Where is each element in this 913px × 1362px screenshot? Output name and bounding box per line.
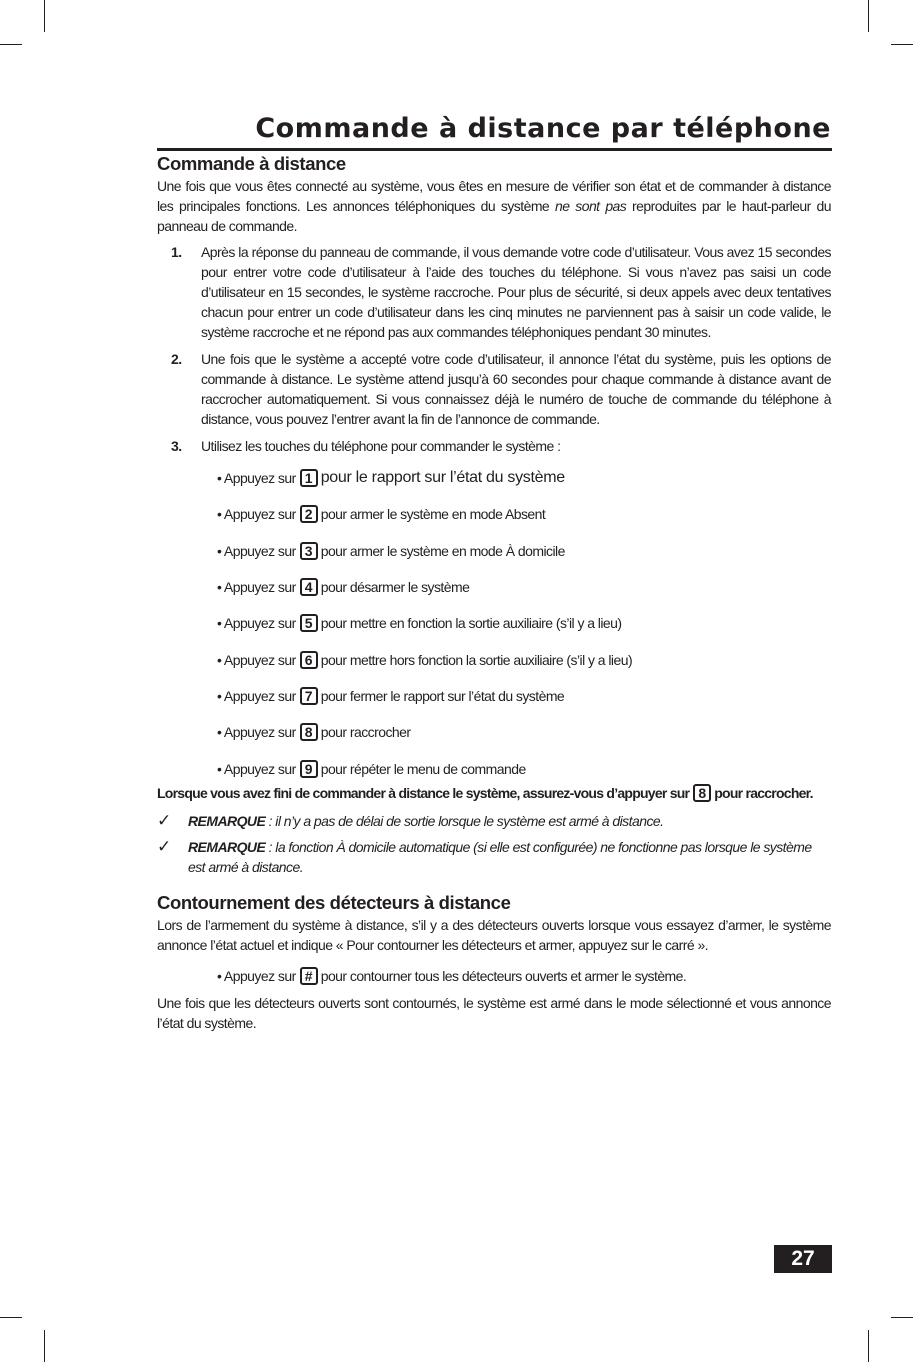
key-6-icon: 6 — [300, 651, 318, 669]
command-item: • Appuyez sur 7 pour fermer le rapport sur l’état du système — [217, 687, 565, 704]
list-item: 1. Après la réponse du panneau de commande, il vous demande votre code d’utilisateur. Vous avez 15 secondes pour entrer votre code d’utilisateur à l’aide des touches du téléphone. Si vous n’avez pas saisi un code d’utilisateur en 15 secondes, le système raccroche. Pour plus de sécurité, si deux appels avec deux tentatives chacun pour entrer un code d’utilisateur dans les cinq minutes ne parviennent pas à saisir un code valide, le système raccroche et ne répond pas aux commandes téléphoniques pendant 30 minutes. — [171, 244, 831, 340]
command-item: • Appuyez sur 4 pour désarmer le système — [217, 579, 470, 596]
key-7-icon: 7 — [300, 687, 318, 705]
note: ✓ REMARQUE : il n’y a pas de délai de sortie lorsque le système est armé à distance. — [157, 810, 664, 830]
key-8-icon: 8 — [693, 784, 711, 802]
outro-paragraph: Une fois que les détecteurs ouverts sont contournés, le système est armé dans le mode sélectionné et vous annonce l’état du système. — [157, 994, 831, 1031]
crop-mark — [868, 1330, 869, 1362]
key-1-icon: 1 — [300, 469, 318, 487]
crop-mark — [44, 1330, 45, 1362]
title-rule — [157, 148, 832, 151]
crop-mark — [0, 44, 22, 45]
steps-list — [157, 242, 831, 456]
section-heading: Contournement des détecteurs à distance — [157, 891, 511, 913]
checkmark-icon: ✓ — [157, 810, 171, 830]
crop-mark — [0, 1317, 22, 1318]
command-item: • Appuyez sur 1 pour le rapport sur l’état du système — [217, 469, 565, 487]
key-hash-icon: # — [300, 967, 318, 985]
command-item: • Appuyez sur 8 pour raccrocher — [217, 724, 411, 741]
key-8-icon: 8 — [300, 723, 318, 741]
command-item: • Appuyez sur 6 pour mettre hors fonction la sortie auxiliaire (s’il y a lieu) — [217, 651, 633, 668]
crop-mark — [891, 44, 913, 45]
key-2-icon: 2 — [300, 505, 318, 523]
page-title: Commande à distance par téléphone — [255, 113, 831, 144]
crop-mark — [44, 0, 45, 32]
command-item: • Appuyez sur 5 pour mettre en fonction la sortie auxiliaire (s’il y a lieu) — [217, 615, 622, 632]
checkmark-icon: ✓ — [157, 836, 171, 856]
hangup-instruction: Lorsque vous avez fini de commander à distance le système, assurez-vous d’appuyer sur 8 pour raccrocher. — [157, 784, 813, 801]
key-3-icon: 3 — [300, 542, 318, 560]
list-item: 3. Utilisez les touches du téléphone pour commander le système : — [171, 438, 561, 454]
command-item: • Appuyez sur 3 pour armer le système en mode À domicile — [217, 542, 565, 559]
crop-mark — [891, 1317, 913, 1318]
command-item: • Appuyez sur # pour contourner tous les détecteurs ouverts et armer le système. — [217, 967, 687, 984]
note: ✓ REMARQUE : la fonction À domicile automatique (si elle est configurée) ne fonctionne pas lorsque le système est armé à distance. — [157, 836, 812, 875]
key-5-icon: 5 — [300, 614, 318, 632]
bypass-paragraph: Lors de l’armement du système à distance, s’il y a des détecteurs ouverts lorsque vous essayez d’armer, le système annonce l’état actuel et indique « Pour contourner les détecteurs et armer, appuyez sur le carré ». — [157, 916, 831, 953]
page-number: 27 — [774, 1245, 832, 1273]
intro-paragraph: Une fois que vous êtes connecté au système, vous êtes en mesure de vérifier son état et de commander à distance les principales fonctions. Les annonces téléphoniques du système ne sont pas reproduites par le haut-parleur du panneau de commande. — [157, 178, 831, 234]
command-item: • Appuyez sur 9 pour répéter le menu de commande — [217, 760, 526, 777]
command-list — [157, 460, 831, 787]
command-item: • Appuyez sur 2 pour armer le système en mode Absent — [217, 506, 546, 523]
key-4-icon: 4 — [300, 578, 318, 596]
list-item: 2. Une fois que le système a accepté votre code d’utilisateur, il annonce l’état du système, puis les options de commande à distance. Le système attend jusqu’à 60 secondes pour chaque commande à distance avant de raccrocher automatiquement. Si vous connaissez déjà le numéro de touche de commande du téléphone à distance, vous pouvez l’entrer avant la fin de l’annonce de commande. — [171, 351, 831, 427]
section-heading: Commande à distance — [157, 153, 346, 174]
key-9-icon: 9 — [300, 760, 318, 778]
crop-mark — [868, 0, 869, 32]
